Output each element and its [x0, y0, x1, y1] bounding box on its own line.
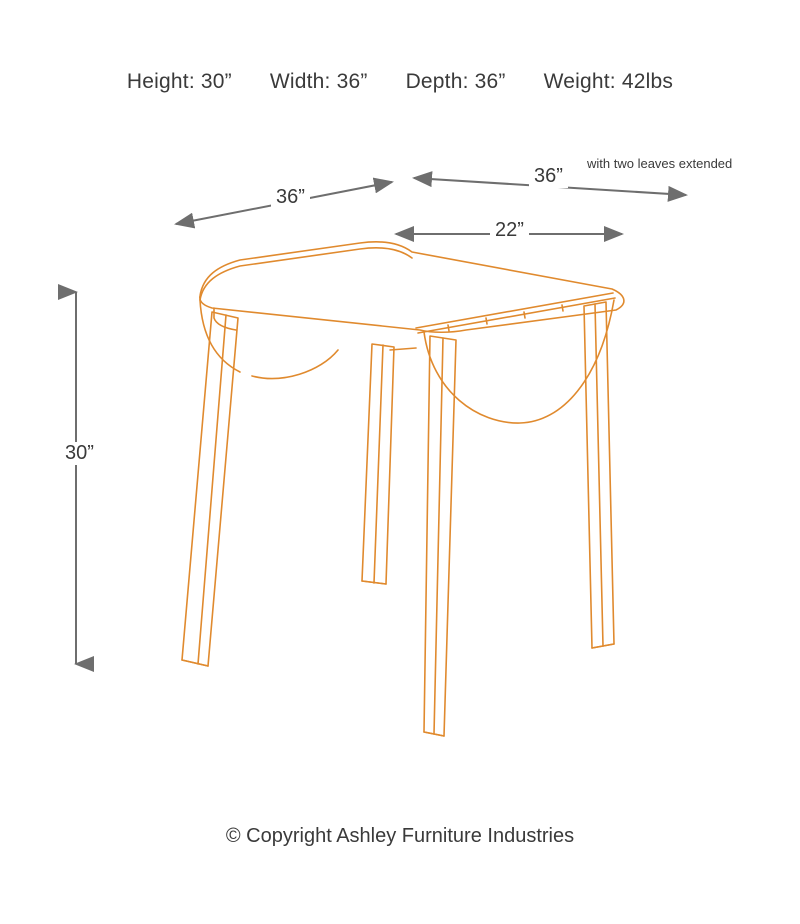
left-drop-leaf-bottom: [252, 350, 338, 378]
leg-back-middle-edge: [374, 345, 383, 583]
leg-front-right-edge: [434, 338, 443, 734]
table-top-surface: [200, 242, 624, 332]
table-top-thickness: [200, 248, 412, 300]
dimension-arrows: [76, 178, 686, 664]
label-right-depth: 36”: [529, 165, 568, 188]
hinge-tick: [486, 318, 487, 324]
spec-height: Height: 30”: [126, 70, 232, 93]
spec-weight: Weight: 42lbs: [543, 70, 674, 93]
spec-width: Width: 36”: [269, 70, 368, 93]
leaf-hinge-line-2: [418, 298, 615, 333]
hinge-tick: [562, 305, 563, 311]
spec-depth: Depth: 36”: [405, 70, 506, 93]
leg-front-right: [424, 336, 456, 736]
hinge-tick: [524, 312, 525, 318]
copyright-text: © Copyright Ashley Furniture Industries: [225, 825, 575, 847]
label-table-width: 22”: [490, 219, 529, 242]
label-left-depth: 36”: [271, 186, 310, 209]
hinge-tick: [448, 325, 449, 331]
label-table-height: 30”: [60, 442, 99, 465]
table-outline: [182, 242, 624, 736]
leaves-extended-note: with two leaves extended: [587, 156, 733, 171]
foot-front-left: [182, 660, 208, 666]
